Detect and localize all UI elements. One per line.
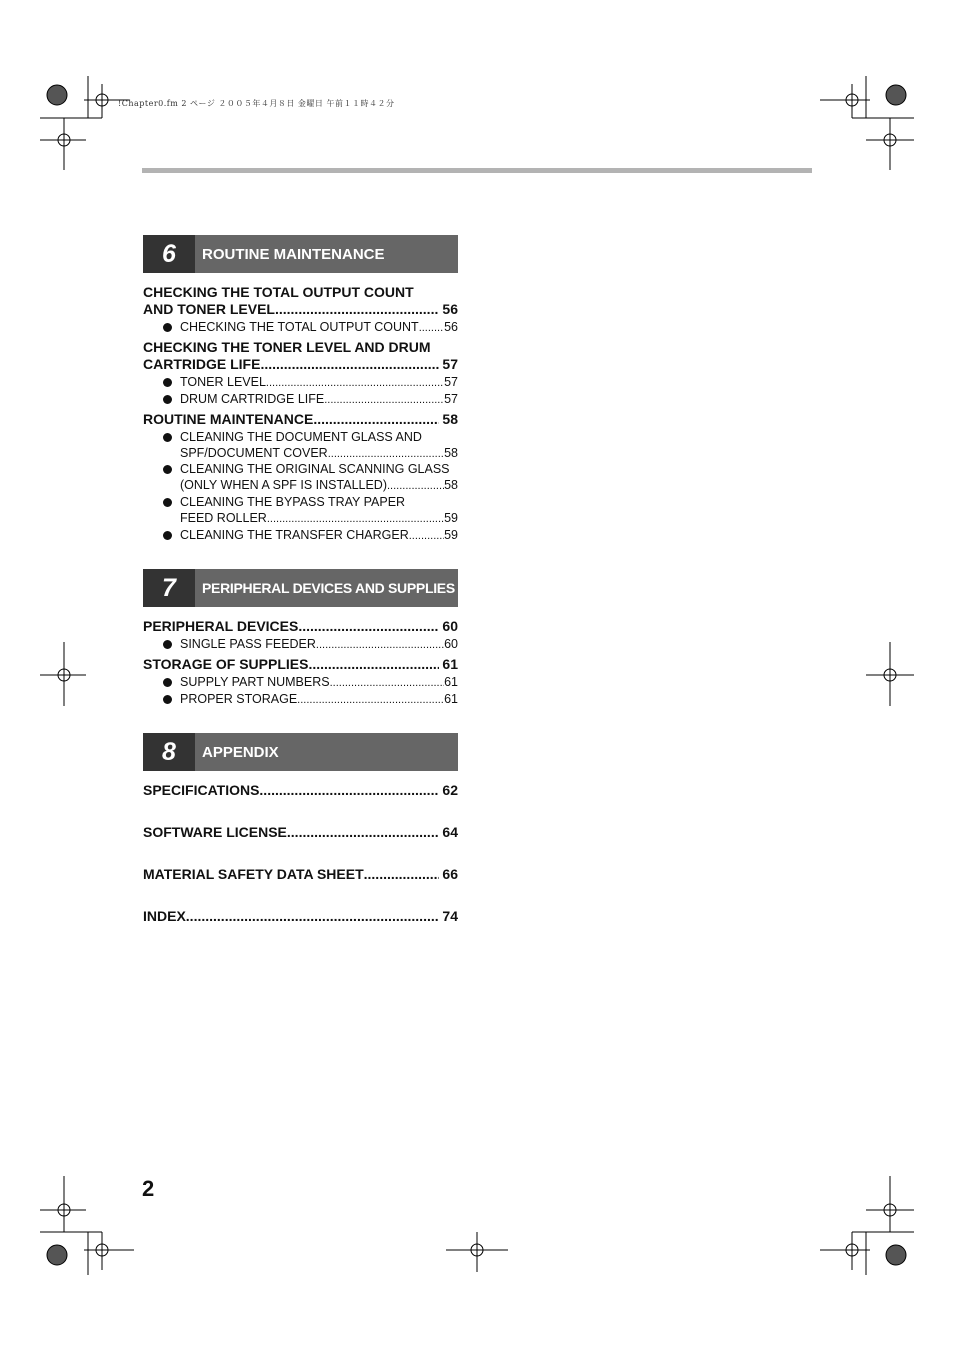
toc-page-number: 60 xyxy=(444,637,458,651)
bullet-icon xyxy=(163,498,172,507)
toc-entry[interactable] xyxy=(143,284,458,318)
toc-subentry-title-line1: CLEANING THE DOCUMENT GLASS AND xyxy=(180,430,422,444)
chapter-title: ROUTINE MAINTENANCE xyxy=(202,245,385,263)
toc-page-number: 61 xyxy=(442,656,458,672)
page-number: 2 xyxy=(142,1176,155,1201)
toc-page-number: 56 xyxy=(442,301,458,317)
bullet-icon xyxy=(163,323,172,332)
toc-entry-title-line1: CHECKING THE TONER LEVEL AND DRUM xyxy=(143,339,431,355)
toc-entry-title: ROUTINE MAINTENANCE xyxy=(143,411,314,427)
toc-entry[interactable] xyxy=(143,908,458,925)
toc-entry[interactable] xyxy=(143,656,458,673)
toc-entry[interactable] xyxy=(143,824,458,841)
bullet-icon xyxy=(163,531,172,540)
toc-entry-title: SPECIFICATIONS xyxy=(143,782,260,798)
toc-subentry-title: CLEANING THE TRANSFER CHARGER xyxy=(180,528,409,542)
chapter-title: PERIPHERAL DEVICES AND SUPPLIES xyxy=(202,580,455,596)
toc-page-number: 59 xyxy=(444,511,458,525)
toc-subentry-title: CHECKING THE TOTAL OUTPUT COUNT xyxy=(180,320,419,334)
toc-page-number: 74 xyxy=(442,908,458,924)
toc-subentry[interactable] xyxy=(160,527,458,544)
bullet-icon xyxy=(163,640,172,649)
toc-entry[interactable] xyxy=(143,866,458,883)
toc-page-number: 58 xyxy=(442,411,458,427)
bullet-icon xyxy=(163,433,172,442)
toc-subentry[interactable] xyxy=(160,391,458,408)
toc-entry[interactable] xyxy=(143,339,458,373)
toc-subentry[interactable] xyxy=(160,374,458,391)
toc-entry-title: AND TONER LEVEL xyxy=(143,301,275,317)
toc-subentry-title: TONER LEVEL xyxy=(180,375,266,389)
toc-subentry-title-line1: CLEANING THE BYPASS TRAY PAPER xyxy=(180,495,406,509)
toc-entry-title: CARTRIDGE LIFE xyxy=(143,356,261,372)
file-header-line: !Chapter0.fm 2 ページ ２００５年４月８日 金曜日 午前１１時４２分 xyxy=(118,99,395,108)
bullet-icon xyxy=(163,378,172,387)
bullet-icon xyxy=(163,395,172,404)
toc-page-number: 57 xyxy=(444,392,458,406)
toc-subentry[interactable] xyxy=(160,319,458,336)
toc-subentry[interactable] xyxy=(160,691,458,708)
toc-subentry[interactable] xyxy=(160,494,458,527)
toc-entry-title: STORAGE OF SUPPLIES xyxy=(143,656,309,672)
toc-page-number: 61 xyxy=(444,675,458,689)
chapter-number: 7 xyxy=(143,569,195,607)
toc-page-number: 59 xyxy=(444,528,458,542)
toc-subentry-title: SPF/DOCUMENT COVER xyxy=(180,446,328,460)
toc-entry-title: PERIPHERAL DEVICES xyxy=(143,618,299,634)
toc-entry[interactable] xyxy=(143,618,458,635)
bullet-icon xyxy=(163,695,172,704)
toc-entry-title: MATERIAL SAFETY DATA SHEET xyxy=(143,866,364,882)
toc-page-number: 66 xyxy=(442,866,458,882)
toc-subentry[interactable] xyxy=(160,461,458,494)
toc-subentry[interactable] xyxy=(160,636,458,653)
toc-subentry-title: SINGLE PASS FEEDER xyxy=(180,637,316,651)
toc-page-number: 58 xyxy=(444,446,458,460)
toc-page-number: 57 xyxy=(442,356,458,372)
chapter-number: 6 xyxy=(143,235,195,273)
toc-entry[interactable] xyxy=(143,411,458,428)
toc-subentry-title: SUPPLY PART NUMBERS xyxy=(180,675,330,689)
toc-subentry-title: PROPER STORAGE xyxy=(180,692,298,706)
toc-subentry[interactable] xyxy=(160,674,458,691)
toc-page-number: 64 xyxy=(442,824,458,840)
chapter-7-heading xyxy=(143,569,458,607)
toc-page-number: 57 xyxy=(444,375,458,389)
toc-subentry-title: (ONLY WHEN A SPF IS INSTALLED) xyxy=(180,478,387,492)
toc-subentry-title: FEED ROLLER xyxy=(180,511,267,525)
toc-page-number: 60 xyxy=(442,618,458,634)
toc-entry-title: INDEX xyxy=(143,908,186,924)
chapter-8-heading xyxy=(143,733,458,771)
toc-page-number: 61 xyxy=(444,692,458,706)
toc-entry-title-line1: CHECKING THE TOTAL OUTPUT COUNT xyxy=(143,284,414,300)
chapter-number: 8 xyxy=(143,733,195,771)
toc-subentry[interactable] xyxy=(160,429,458,462)
toc-page-number: 62 xyxy=(442,782,458,798)
chapter-title: APPENDIX xyxy=(202,743,279,761)
toc-subentry-title: DRUM CARTRIDGE LIFE xyxy=(180,392,325,406)
toc-page-number: 58 xyxy=(444,478,458,492)
toc-entry[interactable] xyxy=(143,782,458,799)
bullet-icon xyxy=(163,678,172,687)
bullet-icon xyxy=(163,465,172,474)
toc-entry-title: SOFTWARE LICENSE xyxy=(143,824,287,840)
top-rule xyxy=(142,168,812,173)
chapter-6-heading xyxy=(143,235,458,273)
toc-subentry-title-line1: CLEANING THE ORIGINAL SCANNING GLASS xyxy=(180,462,450,476)
toc-page-number: 56 xyxy=(444,320,458,334)
